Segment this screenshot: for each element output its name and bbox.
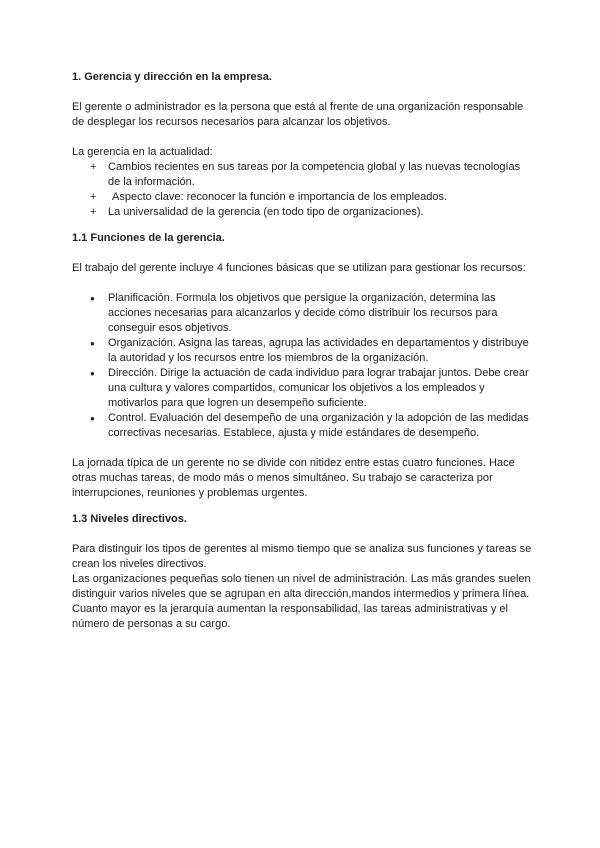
- list-item: + Cambios recientes en sus tareas por la competencia global y las nuevas tecnologías de la información.: [90, 160, 532, 190]
- paragraph: El gerente o administrador es la persona que está al frente de una organización responsable de desplegar los recursos necesarios para alcanzar los objetivos.: [72, 101, 524, 128]
- paragraph: La gerencia en la actualidad:: [72, 146, 213, 158]
- paragraph: El trabajo del gerente incluye 4 funciones básicas que se utilizan para gestionar los recursos:: [72, 262, 526, 274]
- plus-list: [72, 160, 532, 220]
- section-heading: 1. Gerencia y dirección en la empresa.: [72, 71, 272, 83]
- paragraph: Las organizaciones pequeñas solo tienen un nivel de administración. Las más grandes suelen distinguir varios niveles que se agrupan en alta dirección,mandos intermedios y primera línea. Cuanto mayor es la jerarquía aumentan la responsabilidad, las tareas administrativas y el número de personas a su cargo.: [72, 573, 531, 630]
- paragraph: Para distinguir los tipos de gerentes al mismo tiempo que se analiza sus funciones y tareas se crean los niveles directivos.: [72, 543, 532, 570]
- document-page: [72, 70, 532, 632]
- list-item: ● Control. Evaluación del desempeño de una organización y la adopción de las medidas correctivas necesarias. Establece, ajusta y mide estándares de desempeño.: [90, 411, 532, 441]
- list-item: ● Organización. Asigna las tareas, agrupa las actividades en departamentos y distribuye la autoridad y los recursos entre los miembros de la organización.: [90, 336, 532, 366]
- bullet-list: [72, 291, 532, 441]
- list-item: ● Planificación. Formula los objetivos que persigue la organización, determina las acciones necesarias para alcanzarlos y decide cómo distribuir los recursos para conseguir esos objetivos.: [90, 291, 532, 336]
- section-heading: 1.1 Funciones de la gerencia.: [72, 232, 225, 244]
- list-item: + La universalidad de la gerencia (en todo tipo de organizaciones).: [90, 205, 532, 220]
- list-item: + Aspecto clave: reconocer la función e importancia de los empleados.: [90, 190, 532, 205]
- list-item: ● Dirección. Dirige la actuación de cada individuo para lograr trabajar juntos. Debe crear una cultura y valores compartidos, comunicar los objetivos a los empleados y motivarlos para que logren un desempeño suficiente.: [90, 366, 532, 411]
- section-heading: 1.3 Niveles directivos.: [72, 513, 187, 525]
- paragraph: La jornada típica de un gerente no se divide con nitidez entre estas cuatro funciones. Hace otras muchas tareas, de modo más o menos simultáneo. Su trabajo se caracteriza por interrupciones, reuniones y problemas urgentes.: [72, 457, 515, 499]
